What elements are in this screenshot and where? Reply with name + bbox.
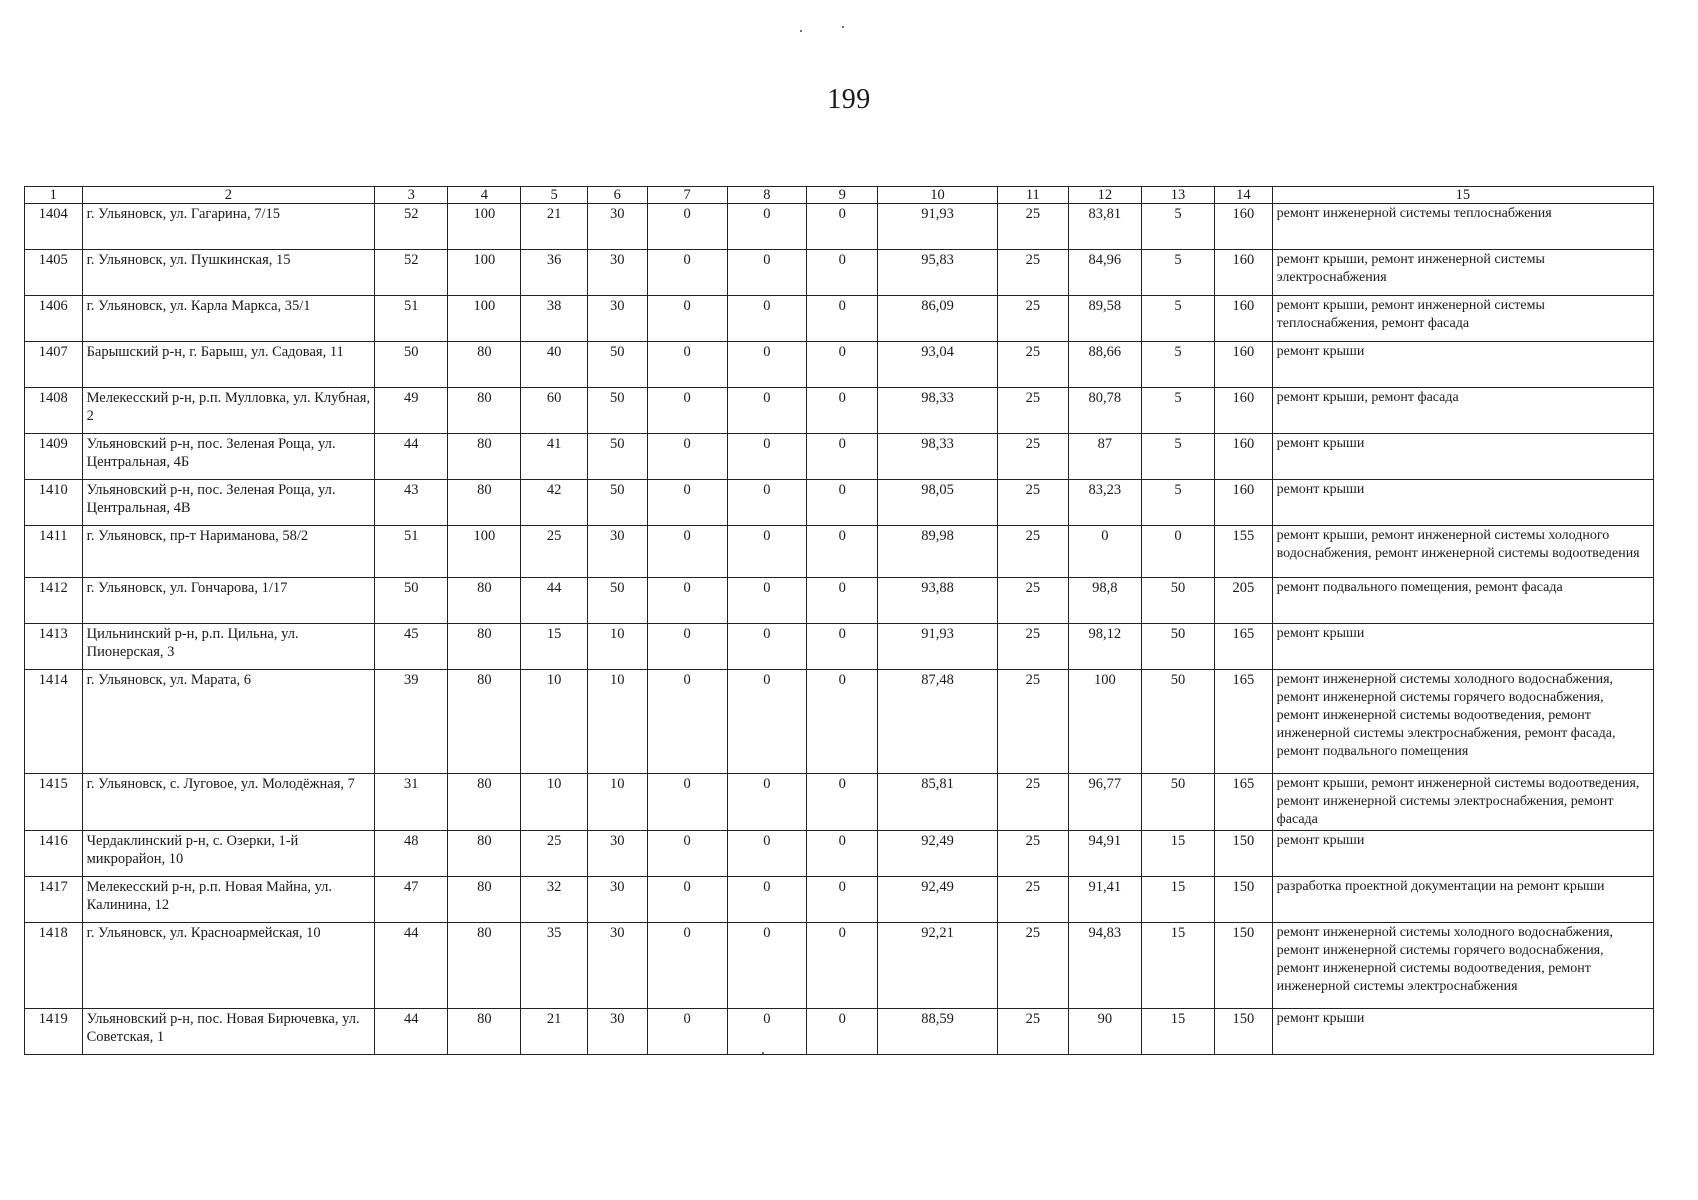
address-cell: Цильнинский р-н, р.п. Цильна, ул. Пионерская, 3	[82, 624, 375, 670]
value-cell: 165	[1215, 774, 1273, 831]
value-cell: 80	[448, 670, 521, 774]
work-description-cell: ремонт крыши	[1272, 434, 1653, 480]
row-number-cell: 1413	[25, 624, 83, 670]
value-cell: 10	[587, 774, 647, 831]
value-cell: 30	[587, 923, 647, 1009]
value-cell: 80	[448, 923, 521, 1009]
table-row	[25, 388, 1654, 434]
value-cell: 50	[1141, 578, 1214, 624]
value-cell: 0	[1068, 526, 1141, 578]
value-cell: 0	[647, 342, 727, 388]
table-row	[25, 774, 1654, 831]
value-cell: 15	[1141, 877, 1214, 923]
work-description-cell: разработка проектной документации на ремонт крыши	[1272, 877, 1653, 923]
work-description-cell: ремонт крыши, ремонт инженерной системы электроснабжения	[1272, 250, 1653, 296]
work-description-cell: ремонт инженерной системы теплоснабжения	[1272, 204, 1653, 250]
value-cell: 0	[647, 434, 727, 480]
value-cell: 0	[807, 578, 878, 624]
value-cell: 25	[997, 250, 1068, 296]
value-cell: 94,91	[1068, 831, 1141, 877]
value-cell: 25	[997, 578, 1068, 624]
value-cell: 5	[1141, 342, 1214, 388]
address-cell: г. Ульяновск, ул. Марата, 6	[82, 670, 375, 774]
value-cell: 49	[375, 388, 448, 434]
value-cell: 0	[727, 578, 807, 624]
value-cell: 15	[1141, 923, 1214, 1009]
value-cell: 5	[1141, 434, 1214, 480]
table-row	[25, 250, 1654, 296]
value-cell: 10	[521, 670, 587, 774]
work-description-cell: ремонт крыши, ремонт инженерной системы теплоснабжения, ремонт фасада	[1272, 296, 1653, 342]
value-cell: 92,49	[878, 877, 998, 923]
work-description-cell: ремонт крыши	[1272, 1009, 1653, 1055]
row-number-cell: 1405	[25, 250, 83, 296]
column-header: 14	[1215, 187, 1273, 204]
column-header: 7	[647, 187, 727, 204]
value-cell: 50	[1141, 624, 1214, 670]
value-cell: 44	[375, 923, 448, 1009]
value-cell: 25	[997, 526, 1068, 578]
value-cell: 98,33	[878, 388, 998, 434]
value-cell: 0	[727, 480, 807, 526]
value-cell: 0	[647, 831, 727, 877]
value-cell: 0	[647, 624, 727, 670]
value-cell: 87,48	[878, 670, 998, 774]
value-cell: 25	[521, 831, 587, 877]
value-cell: 150	[1215, 831, 1273, 877]
value-cell: 80	[448, 342, 521, 388]
value-cell: 0	[727, 526, 807, 578]
value-cell: 25	[997, 342, 1068, 388]
row-number-cell: 1409	[25, 434, 83, 480]
value-cell: 89,58	[1068, 296, 1141, 342]
value-cell: 205	[1215, 578, 1273, 624]
work-description-cell: ремонт крыши	[1272, 831, 1653, 877]
value-cell: 0	[647, 480, 727, 526]
value-cell: 10	[521, 774, 587, 831]
table-row	[25, 204, 1654, 250]
value-cell: 50	[1141, 670, 1214, 774]
value-cell: 10	[587, 670, 647, 774]
value-cell: 0	[807, 877, 878, 923]
value-cell: 100	[448, 526, 521, 578]
column-header: 13	[1141, 187, 1214, 204]
value-cell: 160	[1215, 296, 1273, 342]
value-cell: 0	[647, 578, 727, 624]
address-cell: г. Ульяновск, ул. Пушкинская, 15	[82, 250, 375, 296]
value-cell: 92,49	[878, 831, 998, 877]
value-cell: 98,8	[1068, 578, 1141, 624]
value-cell: 0	[647, 296, 727, 342]
value-cell: 25	[997, 1009, 1068, 1055]
value-cell: 100	[448, 250, 521, 296]
value-cell: 5	[1141, 250, 1214, 296]
address-cell: г. Ульяновск, пр-т Нариманова, 58/2	[82, 526, 375, 578]
address-cell: Мелекесский р-н, р.п. Мулловка, ул. Клубная, 2	[82, 388, 375, 434]
value-cell: 32	[521, 877, 587, 923]
value-cell: 0	[807, 923, 878, 1009]
value-cell: 0	[727, 204, 807, 250]
table-row	[25, 296, 1654, 342]
work-description-cell: ремонт инженерной системы холодного водоснабжения, ремонт инженерной системы горячего водоснабжения, ремонт инженерной системы водоотведения, ремонт инженерной системы электроснабжения, ремонт фасада, ремонт подвального помещения	[1272, 670, 1653, 774]
column-header: 4	[448, 187, 521, 204]
value-cell: 25	[997, 877, 1068, 923]
table-row	[25, 480, 1654, 526]
column-header: 15	[1272, 187, 1653, 204]
value-cell: 89,98	[878, 526, 998, 578]
address-cell: Ульяновский р-н, пос. Зеленая Роща, ул. Центральная, 4Б	[82, 434, 375, 480]
value-cell: 51	[375, 296, 448, 342]
value-cell: 30	[587, 1009, 647, 1055]
value-cell: 0	[807, 1009, 878, 1055]
table-row	[25, 624, 1654, 670]
value-cell: 0	[807, 624, 878, 670]
value-cell: 0	[647, 250, 727, 296]
value-cell: 10	[587, 624, 647, 670]
row-number-cell: 1407	[25, 342, 83, 388]
value-cell: 50	[375, 578, 448, 624]
value-cell: 21	[521, 1009, 587, 1055]
value-cell: 86,09	[878, 296, 998, 342]
value-cell: 165	[1215, 670, 1273, 774]
value-cell: 38	[521, 296, 587, 342]
value-cell: 0	[647, 526, 727, 578]
header-row	[25, 187, 1654, 204]
value-cell: 50	[587, 434, 647, 480]
value-cell: 0	[727, 250, 807, 296]
value-cell: 84,96	[1068, 250, 1141, 296]
column-header: 2	[82, 187, 375, 204]
value-cell: 0	[807, 250, 878, 296]
row-number-cell: 1417	[25, 877, 83, 923]
value-cell: 30	[587, 831, 647, 877]
value-cell: 90	[1068, 1009, 1141, 1055]
table-row	[25, 578, 1654, 624]
value-cell: 150	[1215, 923, 1273, 1009]
value-cell: 30	[587, 526, 647, 578]
value-cell: 85,81	[878, 774, 998, 831]
value-cell: 80	[448, 624, 521, 670]
value-cell: 80	[448, 877, 521, 923]
value-cell: 36	[521, 250, 587, 296]
row-number-cell: 1415	[25, 774, 83, 831]
table-row	[25, 1009, 1654, 1055]
address-cell: г. Ульяновск, ул. Красноармейская, 10	[82, 923, 375, 1009]
value-cell: 88,66	[1068, 342, 1141, 388]
address-cell: Ульяновский р-н, пос. Зеленая Роща, ул. Центральная, 4В	[82, 480, 375, 526]
value-cell: 47	[375, 877, 448, 923]
value-cell: 40	[521, 342, 587, 388]
value-cell: 25	[997, 434, 1068, 480]
value-cell: 83,81	[1068, 204, 1141, 250]
value-cell: 52	[375, 250, 448, 296]
value-cell: 50	[1141, 774, 1214, 831]
value-cell: 44	[375, 434, 448, 480]
value-cell: 91,41	[1068, 877, 1141, 923]
value-cell: 48	[375, 831, 448, 877]
value-cell: 100	[448, 204, 521, 250]
row-number-cell: 1411	[25, 526, 83, 578]
value-cell: 50	[587, 388, 647, 434]
value-cell: 30	[587, 296, 647, 342]
value-cell: 94,83	[1068, 923, 1141, 1009]
row-number-cell: 1410	[25, 480, 83, 526]
column-header: 12	[1068, 187, 1141, 204]
value-cell: 160	[1215, 204, 1273, 250]
value-cell: 50	[587, 578, 647, 624]
value-cell: 43	[375, 480, 448, 526]
value-cell: 0	[807, 480, 878, 526]
data-table	[24, 186, 1654, 1055]
value-cell: 0	[807, 670, 878, 774]
value-cell: 160	[1215, 480, 1273, 526]
work-description-cell: ремонт крыши, ремонт инженерной системы холодного водоснабжения, ремонт инженерной системы водоотведения	[1272, 526, 1653, 578]
work-description-cell: ремонт подвального помещения, ремонт фасада	[1272, 578, 1653, 624]
value-cell: 80	[448, 434, 521, 480]
value-cell: 0	[727, 388, 807, 434]
value-cell: 39	[375, 670, 448, 774]
value-cell: 100	[448, 296, 521, 342]
value-cell: 0	[807, 434, 878, 480]
value-cell: 25	[997, 204, 1068, 250]
column-header: 8	[727, 187, 807, 204]
value-cell: 95,83	[878, 250, 998, 296]
column-header: 10	[878, 187, 998, 204]
value-cell: 15	[1141, 1009, 1214, 1055]
value-cell: 0	[727, 670, 807, 774]
address-cell: Ульяновский р-н, пос. Новая Бирючевка, ул. Советская, 1	[82, 1009, 375, 1055]
value-cell: 83,23	[1068, 480, 1141, 526]
value-cell: 155	[1215, 526, 1273, 578]
value-cell: 150	[1215, 877, 1273, 923]
work-description-cell: ремонт крыши, ремонт инженерной системы водоотведения, ремонт инженерной системы электроснабжения, ремонт фасада	[1272, 774, 1653, 831]
value-cell: 0	[727, 923, 807, 1009]
value-cell: 60	[521, 388, 587, 434]
value-cell: 44	[521, 578, 587, 624]
column-header: 9	[807, 187, 878, 204]
value-cell: 0	[647, 774, 727, 831]
value-cell: 160	[1215, 250, 1273, 296]
value-cell: 0	[647, 877, 727, 923]
value-cell: 0	[727, 434, 807, 480]
value-cell: 91,93	[878, 204, 998, 250]
value-cell: 0	[727, 774, 807, 831]
row-number-cell: 1408	[25, 388, 83, 434]
value-cell: 80	[448, 578, 521, 624]
table-row	[25, 526, 1654, 578]
value-cell: 5	[1141, 296, 1214, 342]
row-number-cell: 1406	[25, 296, 83, 342]
value-cell: 0	[647, 670, 727, 774]
row-number-cell: 1418	[25, 923, 83, 1009]
value-cell: 31	[375, 774, 448, 831]
value-cell: 41	[521, 434, 587, 480]
value-cell: 96,77	[1068, 774, 1141, 831]
work-description-cell: ремонт крыши	[1272, 624, 1653, 670]
value-cell: 44	[375, 1009, 448, 1055]
value-cell: 35	[521, 923, 587, 1009]
value-cell: 92,21	[878, 923, 998, 1009]
scan-speck	[800, 30, 802, 32]
value-cell: 25	[997, 388, 1068, 434]
column-header: 1	[25, 187, 83, 204]
value-cell: 80	[448, 774, 521, 831]
column-header: 3	[375, 187, 448, 204]
value-cell: 30	[587, 204, 647, 250]
value-cell: 25	[997, 296, 1068, 342]
table-row	[25, 342, 1654, 388]
work-description-cell: ремонт инженерной системы холодного водоснабжения, ремонт инженерной системы горячего водоснабжения, ремонт инженерной системы водоотведения, ремонт инженерной системы электроснабжения	[1272, 923, 1653, 1009]
value-cell: 0	[727, 624, 807, 670]
row-number-cell: 1416	[25, 831, 83, 877]
work-description-cell: ремонт крыши, ремонт фасада	[1272, 388, 1653, 434]
column-header: 5	[521, 187, 587, 204]
value-cell: 0	[647, 388, 727, 434]
scan-speck	[842, 26, 844, 28]
value-cell: 80,78	[1068, 388, 1141, 434]
row-number-cell: 1414	[25, 670, 83, 774]
value-cell: 0	[647, 204, 727, 250]
value-cell: 0	[807, 831, 878, 877]
value-cell: 50	[587, 480, 647, 526]
value-cell: 0	[727, 342, 807, 388]
value-cell: 160	[1215, 342, 1273, 388]
value-cell: 25	[997, 480, 1068, 526]
value-cell: 160	[1215, 388, 1273, 434]
value-cell: 0	[807, 204, 878, 250]
value-cell: 5	[1141, 204, 1214, 250]
value-cell: 42	[521, 480, 587, 526]
value-cell: 0	[807, 388, 878, 434]
value-cell: 45	[375, 624, 448, 670]
value-cell: 0	[807, 526, 878, 578]
value-cell: 5	[1141, 480, 1214, 526]
value-cell: 87	[1068, 434, 1141, 480]
address-cell: Чердаклинский р-н, с. Озерки, 1-й микрорайон, 10	[82, 831, 375, 877]
value-cell: 80	[448, 480, 521, 526]
value-cell: 91,93	[878, 624, 998, 670]
address-cell: г. Ульяновск, с. Луговое, ул. Молодёжная, 7	[82, 774, 375, 831]
value-cell: 0	[727, 1009, 807, 1055]
row-number-cell: 1412	[25, 578, 83, 624]
value-cell: 0	[727, 831, 807, 877]
value-cell: 30	[587, 877, 647, 923]
address-cell: г. Ульяновск, ул. Карла Маркса, 35/1	[82, 296, 375, 342]
value-cell: 0	[1141, 526, 1214, 578]
value-cell: 25	[997, 670, 1068, 774]
value-cell: 93,04	[878, 342, 998, 388]
value-cell: 25	[521, 526, 587, 578]
value-cell: 50	[587, 342, 647, 388]
work-description-cell: ремонт крыши	[1272, 342, 1653, 388]
row-number-cell: 1419	[25, 1009, 83, 1055]
value-cell: 98,12	[1068, 624, 1141, 670]
value-cell: 93,88	[878, 578, 998, 624]
value-cell: 5	[1141, 388, 1214, 434]
address-cell: г. Ульяновск, ул. Гагарина, 7/15	[82, 204, 375, 250]
value-cell: 98,05	[878, 480, 998, 526]
value-cell: 0	[727, 296, 807, 342]
table-row	[25, 877, 1654, 923]
table-row	[25, 831, 1654, 877]
column-header: 11	[997, 187, 1068, 204]
value-cell: 21	[521, 204, 587, 250]
value-cell: 160	[1215, 434, 1273, 480]
value-cell: 0	[807, 342, 878, 388]
value-cell: 80	[448, 831, 521, 877]
address-cell: Барышский р-н, г. Барыш, ул. Садовая, 11	[82, 342, 375, 388]
table-row	[25, 670, 1654, 774]
value-cell: 165	[1215, 624, 1273, 670]
table-row	[25, 923, 1654, 1009]
value-cell: 30	[587, 250, 647, 296]
value-cell: 80	[448, 388, 521, 434]
value-cell: 25	[997, 923, 1068, 1009]
address-cell: г. Ульяновск, ул. Гончарова, 1/17	[82, 578, 375, 624]
value-cell: 50	[375, 342, 448, 388]
work-description-cell: ремонт крыши	[1272, 480, 1653, 526]
value-cell: 0	[807, 296, 878, 342]
value-cell: 52	[375, 204, 448, 250]
value-cell: 0	[807, 774, 878, 831]
value-cell: 15	[1141, 831, 1214, 877]
value-cell: 25	[997, 774, 1068, 831]
value-cell: 51	[375, 526, 448, 578]
address-cell: Мелекесский р-н, р.п. Новая Майна, ул. Калинина, 12	[82, 877, 375, 923]
value-cell: 25	[997, 624, 1068, 670]
table-row	[25, 434, 1654, 480]
column-header: 6	[587, 187, 647, 204]
value-cell: 25	[997, 831, 1068, 877]
table-body	[25, 204, 1654, 1055]
row-number-cell: 1404	[25, 204, 83, 250]
value-cell: 15	[521, 624, 587, 670]
value-cell: 0	[727, 877, 807, 923]
value-cell: 0	[647, 923, 727, 1009]
value-cell: 150	[1215, 1009, 1273, 1055]
page-number: 199	[827, 84, 871, 115]
value-cell: 88,59	[878, 1009, 998, 1055]
value-cell: 80	[448, 1009, 521, 1055]
value-cell: 100	[1068, 670, 1141, 774]
value-cell: 0	[647, 1009, 727, 1055]
value-cell: 98,33	[878, 434, 998, 480]
